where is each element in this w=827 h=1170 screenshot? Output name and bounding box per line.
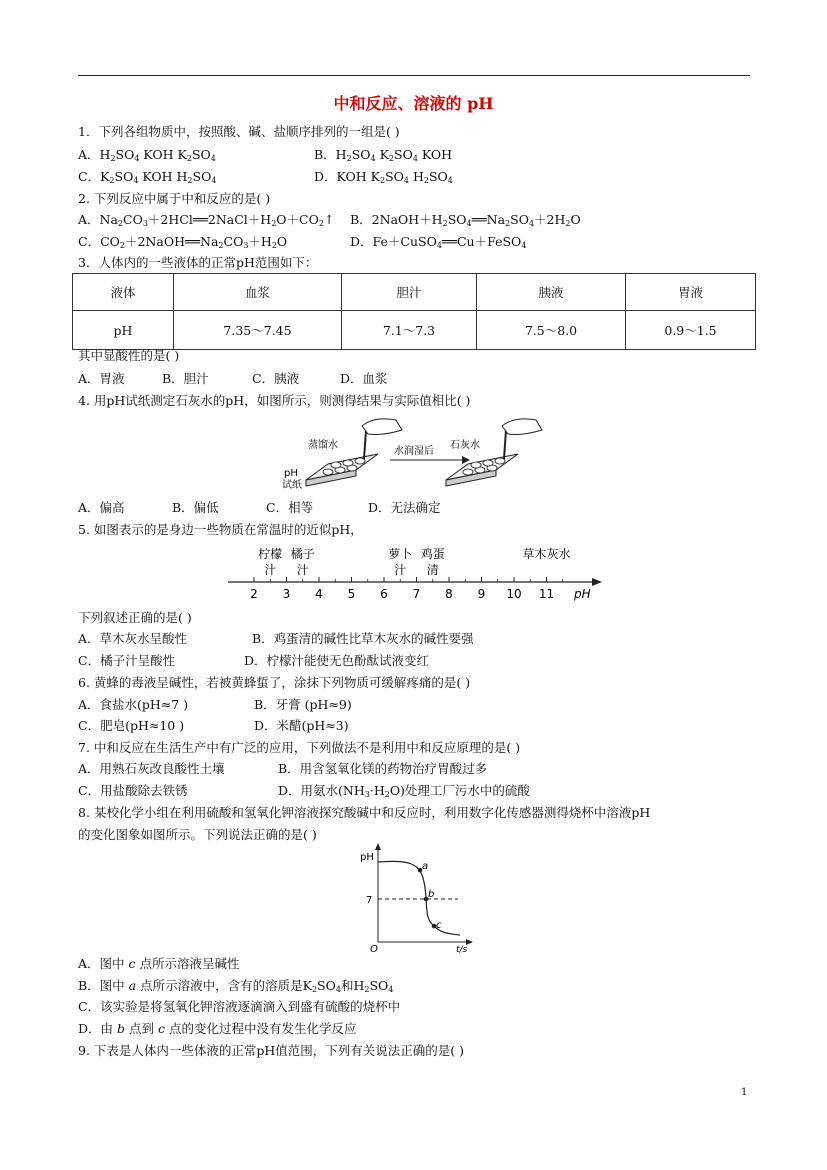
q5-option-a: A．草木灰水呈酸性 — [78, 631, 188, 646]
q4-option-d: D．无法确定 — [368, 500, 441, 515]
table-row — [73, 311, 756, 350]
label-after-wetting: 水润湿后 — [394, 446, 434, 457]
q7-stem: 7. 中和反应在生活生产中有广泛的应用，下列做法不是利用中和反应原理的是( ) — [78, 740, 521, 755]
q3-option-b: B．胆汁 — [162, 371, 209, 386]
label-distilled-water: 蒸馏水 — [308, 440, 338, 451]
label-lime-water: 石灰水 — [450, 440, 480, 451]
ph-substance-label-line2: 汁 — [264, 563, 277, 577]
q7-options-cd — [78, 783, 530, 799]
y-axis-arrow — [375, 843, 381, 850]
ph-substance-label-line2: 汁 — [394, 563, 407, 577]
q8-option-c: C．该实验是将氢氧化钾溶液逐滴滴入到盛有硫酸的烧杯中 — [78, 999, 401, 1014]
y-axis-label: pH — [360, 852, 374, 863]
q6-stem: 6. 黄蜂的毒液呈碱性，若被黄蜂蜇了，涂抹下列物质可缓解疼痛的是( ) — [78, 675, 471, 690]
q3-option-d: D．血浆 — [340, 371, 388, 386]
q3-stem: 3．人体内的一些液体的正常pH范围如下： — [78, 255, 318, 270]
ph-axis-arrow — [592, 578, 602, 586]
page-number: 1 — [741, 1087, 748, 1098]
ph-substance-label: 橘子 — [290, 547, 315, 561]
label-c: c — [436, 920, 442, 931]
q6-options-ab — [78, 697, 352, 713]
ph-curve-figure — [356, 842, 476, 954]
q6-options-cd — [78, 718, 349, 734]
page-title: 中和反应、溶液的 pH — [333, 94, 494, 113]
q1-option-b: B．$H_2SO_4$ $K_2SO_4$ KOH — [314, 147, 453, 163]
ph-scale-figure — [226, 544, 606, 606]
label-test-paper: 试纸 — [282, 480, 302, 491]
q7-options-ab — [78, 761, 488, 777]
q5-stem: 5. 如图表示的是身边一些物质在常温时的近似pH， — [78, 522, 363, 537]
q5-question: 下列叙述正确的是( ) — [78, 610, 192, 625]
table-cell: 0.9～1.5 — [626, 311, 756, 350]
table-row — [73, 274, 756, 311]
ph-tick-label: 4 — [315, 587, 323, 601]
table-header-cell: 胃液 — [626, 274, 756, 311]
q8-option-b: B．图中 a 点所示溶液中，含有的溶质是$K_2SO_4$和$H_2SO_4$ — [78, 978, 394, 994]
q2-option-a: A．$Na_2CO_3+2HCl══2NaCl+H_2O+CO_2↑$ — [78, 212, 335, 228]
header-rule — [78, 75, 750, 76]
q9-stem: 9. 下表是人体内一些体液的正常pH值范围，下列有关说法正确的是( ) — [78, 1043, 465, 1058]
q8-stem-line2: 的变化图象如图所示。下列说法正确的是( ) — [78, 827, 317, 842]
q4-stem: 4. 用pH试纸测定石灰水的pH，如图所示，则测得结果与实际值相比( ) — [78, 393, 471, 408]
ph-tick-label: 11 — [538, 587, 555, 601]
table-header-cell: 液体 — [73, 274, 174, 311]
ph-substance-label: 草木灰水 — [522, 547, 571, 561]
table-cell: pH — [73, 311, 174, 350]
q4-option-b: B．偏低 — [172, 500, 219, 515]
ph-curve — [378, 861, 460, 935]
q2-stem: 2. 下列反应中属于中和反应的是( ) — [78, 191, 271, 206]
ph-tick-label: 10 — [506, 587, 522, 601]
q4-option-a: A．偏高 — [78, 500, 125, 515]
q4-option-c: C．相等 — [266, 500, 314, 515]
q2-option-d: D．Fe＋CuSO$_4$══Cu＋FeSO$_4$ — [350, 234, 527, 250]
q8-option-d: D．由 b 点到 c 点的变化过程中没有发生化学反应 — [78, 1021, 357, 1036]
ph-tick-label: 2 — [250, 587, 258, 601]
q6-option-b: B．牙膏 (pH≈9) — [254, 697, 352, 712]
y-tick-7: 7 — [366, 895, 373, 906]
q2-options-cd — [78, 234, 527, 254]
q5-options-ab — [78, 631, 474, 647]
table-cell: 7.1～7.3 — [342, 311, 477, 350]
table-cell: 7.5～8.0 — [477, 311, 626, 350]
q7-option-c: C．用盐酸除去铁锈 — [78, 783, 188, 798]
ph-substance-label: 萝卜 — [388, 547, 413, 561]
ph-tick-label: 9 — [477, 587, 486, 601]
q1-option-a: A．$H_2SO_4$ KOH $K_2SO_4$ — [78, 147, 216, 163]
q2-option-c: C．$CO_2+2NaOH══Na_2CO_3+H_2O$ — [78, 234, 288, 250]
q3-options — [78, 371, 388, 387]
ph-substance-label-line2: 汁 — [296, 563, 309, 577]
q6-option-a: A．食盐水(pH≈7 ) — [78, 697, 189, 712]
ph-substance-label: 鸡蛋 — [420, 547, 445, 561]
q1-options-cd — [78, 169, 453, 189]
q5-option-b: B．鸡蛋清的碱性比草木灰水的碱性要强 — [252, 631, 474, 646]
x-axis-label: t/s — [456, 945, 468, 954]
ph-table — [72, 273, 756, 350]
q6-option-c: C．肥皂(pH≈10 ) — [78, 718, 185, 733]
ph-tick-label: 5 — [347, 587, 356, 601]
label-b: b — [428, 889, 435, 900]
q7-option-a: A．用熟石灰改良酸性土壤 — [78, 761, 225, 776]
table-header-cell: 胰液 — [477, 274, 626, 311]
q1-option-c: C．$K_2SO_4$ KOH $H_2SO_4$ — [78, 169, 217, 185]
ph-tick-label: 8 — [445, 587, 453, 601]
q6-option-d: D．米醋(pH≈3) — [254, 718, 349, 733]
ph-test-figure — [278, 414, 550, 494]
q1-options-ab — [78, 147, 453, 167]
q4-options — [78, 500, 441, 516]
table-header-cell: 胆汁 — [342, 274, 477, 311]
ph-unit-label: pH — [574, 587, 591, 601]
q3-option-a: A．胃液 — [78, 371, 125, 386]
q8-stem-line1: 8. 某校化学小组在利用硫酸和氢氧化钾溶液探究酸碱中和反应时，利用数字化传感器测得烧杯中溶液pH — [78, 805, 651, 820]
q5-options-cd — [78, 653, 430, 669]
q3-option-c: C．胰液 — [252, 371, 300, 386]
ph-tick-label: 6 — [380, 587, 388, 601]
label-a: a — [422, 861, 429, 872]
q7-option-b: B．用含氢氧化镁的药物治疗胃酸过多 — [278, 761, 488, 776]
q1-stem: 1．下列各组物质中，按照酸、碱、盐顺序排列的一组是( ) — [78, 124, 400, 139]
q1-option-d: D．KOH $K_2SO_4$ $H_2SO_4$ — [314, 169, 453, 185]
ph-tick-label: 3 — [282, 587, 291, 601]
q8-option-a: A．图中 c 点所示溶液呈碱性 — [78, 956, 240, 971]
q3-question: 其中显酸性的是( ) — [78, 348, 180, 363]
label-ph: pH — [284, 468, 298, 479]
ph-tick-label: 7 — [412, 587, 421, 601]
origin-label: O — [370, 944, 378, 954]
table-header-cell: 血浆 — [174, 274, 342, 311]
ph-substance-label: 柠檬 — [258, 547, 283, 561]
q5-option-d: D．柠檬汁能使无色酚酞试液变红 — [244, 653, 430, 668]
q2-option-b: B．$2NaOH+H_2SO_4══Na_2SO_4+2H_2O$ — [350, 212, 581, 228]
q5-option-c: C．橘子汁呈酸性 — [78, 653, 176, 668]
q2-options-ab — [78, 212, 581, 232]
table-cell: 7.35～7.45 — [174, 311, 342, 350]
q7-option-d: D．用氨水$(NH_3\cdot H_2O)$处理工厂污水中的硫酸 — [278, 783, 530, 799]
ph-substance-label-line2: 清 — [426, 563, 439, 577]
